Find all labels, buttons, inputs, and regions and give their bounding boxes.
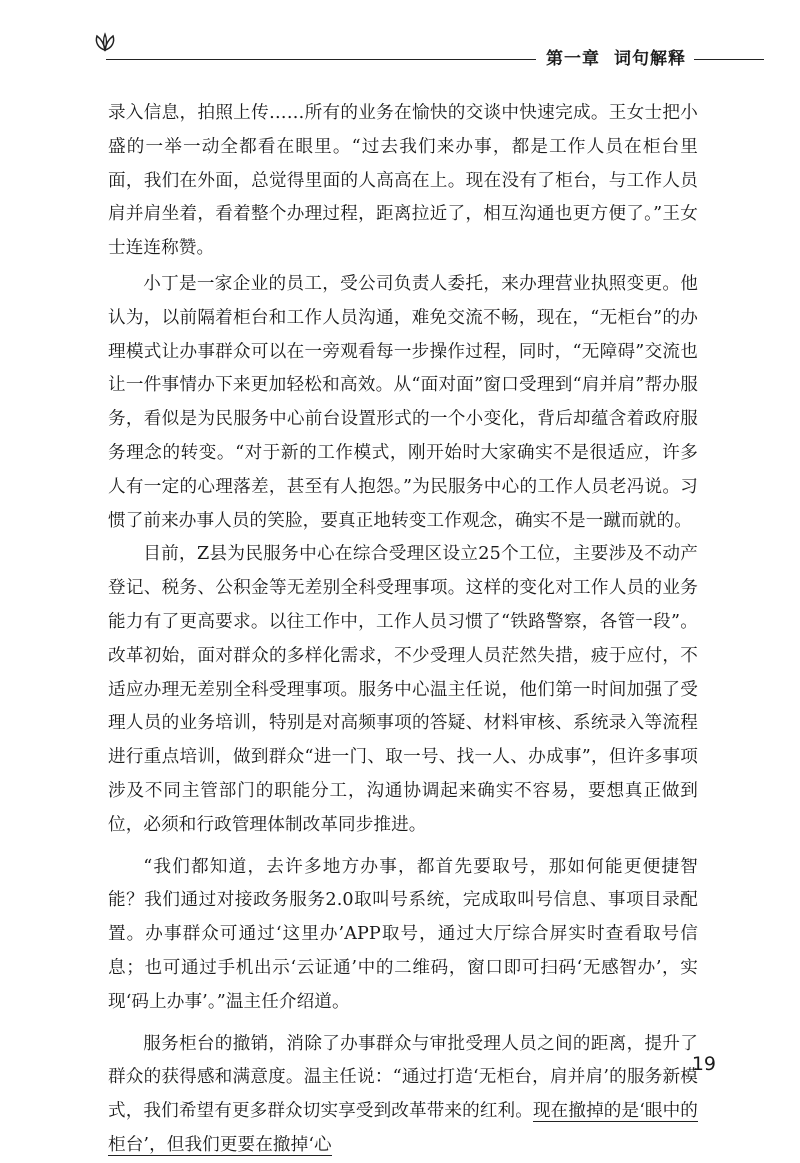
page-number: 19 xyxy=(691,1053,716,1075)
chapter-heading xyxy=(546,44,692,68)
paragraph-3: 目前，Z县为民服务中心在综合受理区设立25个工位，主要涉及不动产登记、税务、公积金等无差别全科受理事项。这样的变化对工作人员的业务能力有了更高要求。以往工作中，工作人员习惯了“铁路警察，各管一段”。改革初始，面对群众的多样化需求，不少受理人员茫然失措，疲于应付，不适应办理无差别全科受理事项。服务中心温主任说，他们第一时间加强了受理人员的业务培训，特别是对高频事项的答疑、材料审核、系统录入等流程进行重点培训，做到群众“进一门、取一号、找一人、办成事”，但许多事项涉及不同主管部门的职能分工，沟通协调起来确实不容易，要想真正做到位，必须和行政管理体制改革同步推进。 xyxy=(108,544,698,835)
chapter-label: 第一章 xyxy=(546,49,600,69)
paragraph-5-text: 服务柜台的撤销，消除了办事群众与审批受理人员之间的距离，提升了群众的获得感和满意度。温主任说：“通过打造‘无柜台，肩并肩’的服务新模式，我们希望有更多群众切实享受到改革带来的红利。 xyxy=(108,1033,698,1122)
body-text xyxy=(108,97,698,1163)
underlined-text: 现在撤掉的是‘眼中的柜台’，但我们更要在撤掉‘心 xyxy=(108,1101,699,1155)
page-header xyxy=(0,0,800,80)
chapter-title: 词句解释 xyxy=(614,49,686,69)
header-rule-left xyxy=(106,59,536,60)
leaf-ornament-icon xyxy=(92,30,118,56)
header-rule-right xyxy=(694,59,764,60)
paragraph-1: 录入信息，拍照上传……所有的业务在愉快的交谈中快速完成。王女士把小盛的一举一动全都看在眼里。“过去我们来办事，都是工作人员在柜台里面，我们在外面，总觉得里面的人高高在上。现在没有了柜台，与工作人员肩并肩坐着，看着整个办理过程，距离拉近了，相互沟通也更方便了。”王女士连连称赞。 xyxy=(108,103,698,259)
paragraph-4: “我们都知道，去许多地方办事，都首先要取号，那如何能更便捷智能？我们通过对接政务服务2.0取叫号系统，完成取叫号信息、事项目录配置。办事群众可通过‘这里办’APP取号，通过大厅综合屏实时查看取号信息；也可通过手机出示‘云证通’中的二维码，窗口即可扫码‘无感智办’，实现‘码上办事’。”温主任介绍道。 xyxy=(108,856,698,1012)
paragraph-5 xyxy=(108,1028,698,1163)
paragraph-2: 小丁是一家企业的员工，受公司负责人委托，来办理营业执照变更。他认为，以前隔着柜台和工作人员沟通，难免交流不畅，现在，“无柜台”的办理模式让办事群众可以在一旁观看每一步操作过程，同时，“无障碍”交流也让一件事情办下来更加轻松和高效。从“面对面”窗口受理到“肩并肩”帮办服务，看似是为民服务中心前台设置形式的一个小变化，背后却蕴含着政府服务理念的转变。“对于新的工作模式，刚开始时大家确实不是很适应，许多人有一定的心理落差，甚至有人抱怨。”为民服务中心的工作人员老冯说。习惯了前来办事人员的笑脸，要真正地转变工作观念，确实不是一蹴而就的。 xyxy=(108,273,698,531)
